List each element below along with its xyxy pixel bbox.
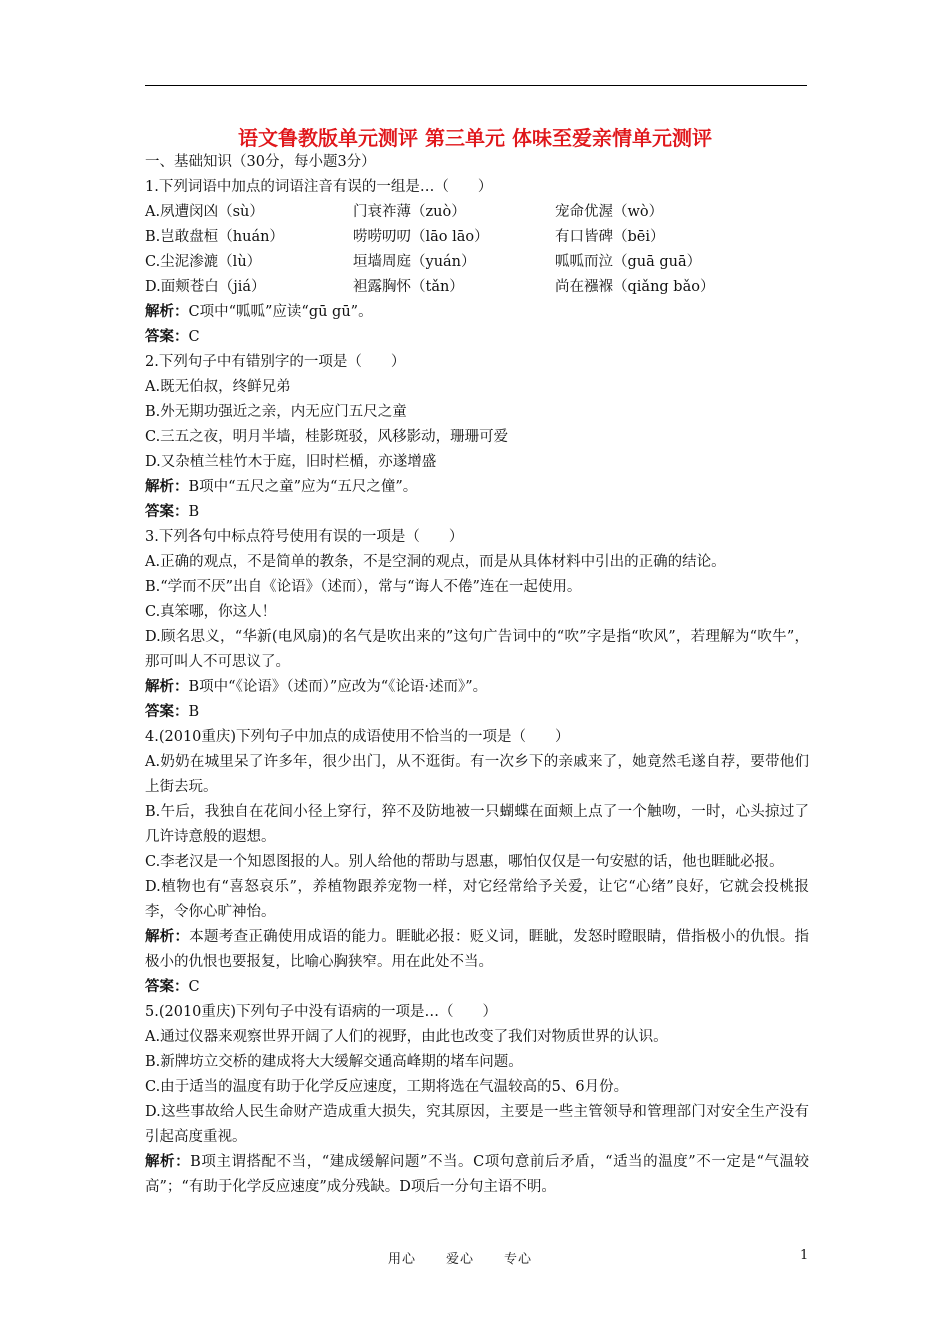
q3-option-a: A.正确的观点，不是简单的教条，不是空洞的观点，而是从具体材料中引出的正确的结论。 <box>145 554 726 570</box>
q4-option-a: A.奶奶在城里呆了许多年，很少出门，从不逛街。有一次乡下的亲戚来了，她竟然毛遂自荐，要带他们上街去玩。 <box>145 754 809 795</box>
q1-option: D.面颊苍白（jiá） <box>145 279 266 295</box>
q1-option: B.岂敢盘桓（huán） <box>145 229 284 245</box>
q1-row-d <box>145 275 809 300</box>
analysis-label: 解析： <box>145 679 189 695</box>
analysis-label: 解析： <box>145 479 189 495</box>
q2-option-c: C.三五之夜，明月半墙，桂影斑驳，风移影动，珊珊可爱 <box>145 429 509 445</box>
q1-stem: 1.下列词语中加点的词语注音有误的一组是…（ ） <box>145 179 493 195</box>
analysis-text: 本题考查正确使用成语的能力。睚眦必报：贬义词，睚眦，发怒时瞪眼睛，借指极小的仇恨。指极小的仇恨也要报复，比喻心胸狭窄。用在此处不当。 <box>145 929 810 970</box>
q3-option-d: D.顾名思义，“华新(电风扇)的名气是吹出来的”这句广告词中的“吹”字是指“吹风”，若理解为“吹牛”，那可叫人不可思议了。 <box>145 629 809 670</box>
footer-word: 爱心 <box>446 1252 475 1267</box>
q1-option: 唠唠叨叨（lāo lāo） <box>353 229 489 245</box>
q5-option-c: C.由于适当的温度有助于化学反应速度，工期将选在气温较高的5、6月份。 <box>145 1079 629 1095</box>
q2-answer <box>145 500 809 525</box>
q2-analysis <box>145 475 809 500</box>
answer-text: C <box>188 979 200 995</box>
footer-word: 用心 <box>388 1252 417 1267</box>
analysis-label: 解析： <box>145 1154 191 1170</box>
analysis-text: B项主谓搭配不当，“建成缓解问题”不当。C项句意前后矛盾，“适当的温度”不一定是“气温较高”；“有助于化学反应速度”成分残缺。D项后一分句主语不明。 <box>145 1154 810 1195</box>
q4-option-c: C.李老汉是一个知恩图报的人。别人给他的帮助与恩惠，哪怕仅仅是一句安慰的话，他也睚眦必报。 <box>145 854 784 870</box>
page-number: 1 <box>800 1248 809 1263</box>
q4-answer <box>145 975 809 1000</box>
q4-analysis <box>145 925 809 975</box>
answer-label: 答案： <box>145 979 189 995</box>
q1-analysis <box>145 300 809 325</box>
analysis-label: 解析： <box>145 929 190 945</box>
q4-option-d: D.植物也有“喜怒哀乐”，养植物跟养宠物一样，对它经常给予关爱，让它“心绪”良好，它就会投桃报李，令你心旷神怡。 <box>145 879 809 920</box>
q1-row-a <box>145 200 809 225</box>
q2-option-a: A.既无伯叔，终鲜兄弟 <box>145 379 291 395</box>
answer-text: C <box>188 329 200 345</box>
q5-stem: 5.(2010重庆)下列句子中没有语病的一项是…（ ） <box>145 1004 498 1020</box>
q3-option-b: B.“学而不厌”出自《论语》（述而），常与“诲人不倦”连在一起使用。 <box>145 579 582 595</box>
document-body <box>145 150 809 1200</box>
q3-stem: 3.下列各句中标点符号使用有误的一项是（ ） <box>145 529 464 545</box>
analysis-text: B项中“《论语》（述而）”应改为“《论语·述而》”。 <box>188 679 488 695</box>
q1-option: C.尘泥渗漉（lù） <box>145 254 262 270</box>
q3-option-c: C.真笨哪，你这人！ <box>145 604 277 620</box>
q4-stem: 4.(2010重庆)下列句子中加点的成语使用不恰当的一项是（ ） <box>145 729 570 745</box>
answer-text: B <box>188 704 200 720</box>
page-title: 语文鲁教版单元测评 第三单元 体味至爱亲情单元测评 <box>238 126 712 150</box>
header-rule <box>145 85 807 86</box>
q1-option: 尚在襁褓（qiǎng bǎo） <box>555 279 715 295</box>
q1-option: 袒露胸怀（tǎn） <box>353 279 464 295</box>
analysis-text: C项中“呱呱”应读“gū gū”。 <box>188 304 373 320</box>
q1-row-c <box>145 250 809 275</box>
q1-answer <box>145 325 809 350</box>
q5-option-d: D.这些事故给人民生命财产造成重大损失，究其原因，主要是一些主管领导和管理部门对安全生产没有引起高度重视。 <box>145 1104 809 1145</box>
q2-stem: 2.下列句子中有错别字的一项是（ ） <box>145 354 406 370</box>
q1-row-b <box>145 225 809 250</box>
q2-option-d: D.又杂植兰桂竹木于庭，旧时栏楯，亦遂增盛 <box>145 454 437 470</box>
q5-option-a: A.通过仪器来观察世界开阔了人们的视野，由此也改变了我们对物质世界的认识。 <box>145 1029 668 1045</box>
q1-option: 垣墙周庭（yuán） <box>353 254 476 270</box>
q1-option: 门衰祚薄（zuò） <box>353 204 466 220</box>
footer-word: 专心 <box>504 1252 533 1267</box>
analysis-text: B项中“五尺之童”应为“五尺之僮”。 <box>188 479 418 495</box>
q1-option: 有口皆碑（bēi） <box>555 229 665 245</box>
q1-option: A.夙遭闵凶（sù） <box>145 204 264 220</box>
q2-option-b: B.外无期功强近之亲，内无应门五尺之童 <box>145 404 407 420</box>
q1-option: 宠命优渥（wò） <box>555 204 664 220</box>
q3-analysis <box>145 675 809 700</box>
answer-label: 答案： <box>145 704 189 720</box>
analysis-label: 解析： <box>145 304 189 320</box>
page-footer <box>0 1248 950 1268</box>
q5-option-b: B.新牌坊立交桥的建成将大大缓解交通高峰期的堵车问题。 <box>145 1054 523 1070</box>
q3-answer <box>145 700 809 725</box>
q1-option: 呱呱而泣（guā guā） <box>555 254 702 270</box>
q4-option-b: B.午后，我独自在花间小径上穿行，猝不及防地被一只蝴蝶在面颊上点了一个触吻，一时，心头掠过了几许诗意般的遐想。 <box>145 804 809 845</box>
answer-label: 答案： <box>145 504 189 520</box>
answer-label: 答案： <box>145 329 189 345</box>
footer-motto <box>388 1248 562 1267</box>
q5-analysis <box>145 1150 809 1200</box>
answer-text: B <box>188 504 200 520</box>
section-heading: 一、基础知识（30分，每小题3分） <box>145 154 376 170</box>
